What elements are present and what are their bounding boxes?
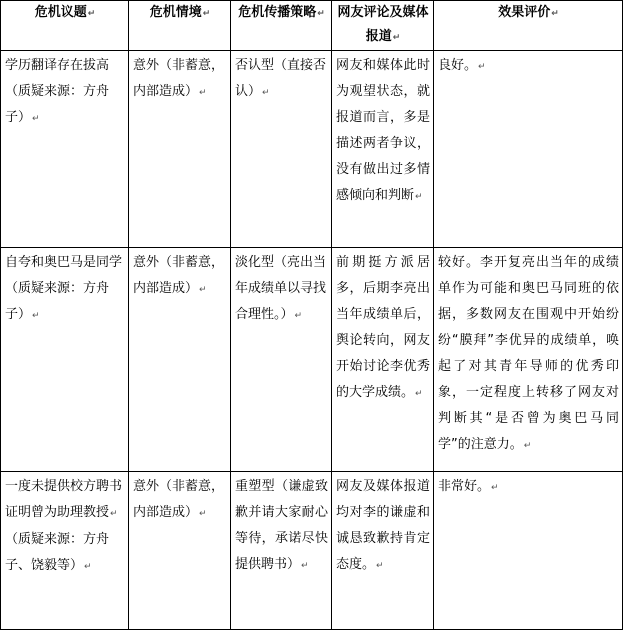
header-crisis-situation: 危机情境↵ [129,1,231,51]
cell-comments: 网友和媒体此时为观望状态，就报道而言，多是描述两者争议，没有做出过多情感倾向和判断↵ [332,51,434,248]
cell-issue-line: 一度未提供校方聘书证明曾为助理教授↵ [5,479,123,520]
cell-strategy: 否认型（直接否认）↵ [231,51,332,248]
header-effect-evaluation: 效果评价↵ [434,1,623,51]
table-row [1,472,623,630]
cell-issue: 学历翻译存在拔高（质疑来源：方舟子）↵ [1,51,129,248]
cell-issue: 自夸和奥巴马是同学（质疑来源：方舟子）↵ [1,248,129,472]
cell-strategy: 重塑型（谦虚致歉并请大家耐心等待，承诺尽快提供聘书）↵ [231,472,332,630]
header-crisis-strategy: 危机传播策略↵ [231,1,332,51]
cell-issue-source: （质疑来源：方舟子、饶毅等）↵ [5,532,110,573]
cell-situation: 意外（非蓄意，内部造成）↵ [129,472,231,630]
cell-evaluation: 非常好。↵ [434,472,623,630]
header-crisis-issue: 危机议题↵ [1,1,129,51]
table-row [1,51,623,248]
cell-strategy: 淡化型（亮出当年成绩单以寻找合理性。）↵ [231,248,332,472]
header-comments-media: 网友评论及媒体报道↵ [332,1,434,51]
cell-evaluation: 较好。李开复亮出当年的成绩单作为可能和奥巴马同班的依据，多数网友在围观中开始纷纷“膜拜”李优异的成绩单，唤起了对其青年导师的优秀印象，一定程度上转移了网友对判断其“是否曾为奥巴马同学”的注意力。↵ [434,248,623,472]
cell-situation: 意外（非蓄意，内部造成）↵ [129,51,231,248]
cell-comments: 网友及媒体报道均对李的谦虚和诚恳致歉持肯定态度。↵ [332,472,434,630]
cell-situation: 意外（非蓄意，内部造成）↵ [129,248,231,472]
table-row [1,248,623,472]
cell-issue [1,472,129,630]
cell-evaluation: 良好。↵ [434,51,623,248]
cell-comments: 前期挺方派居多，后期李亮出当年成绩单后，舆论转向，网友开始讨论李优秀的大学成绩。↵ [332,248,434,472]
table-header-row [1,1,623,51]
